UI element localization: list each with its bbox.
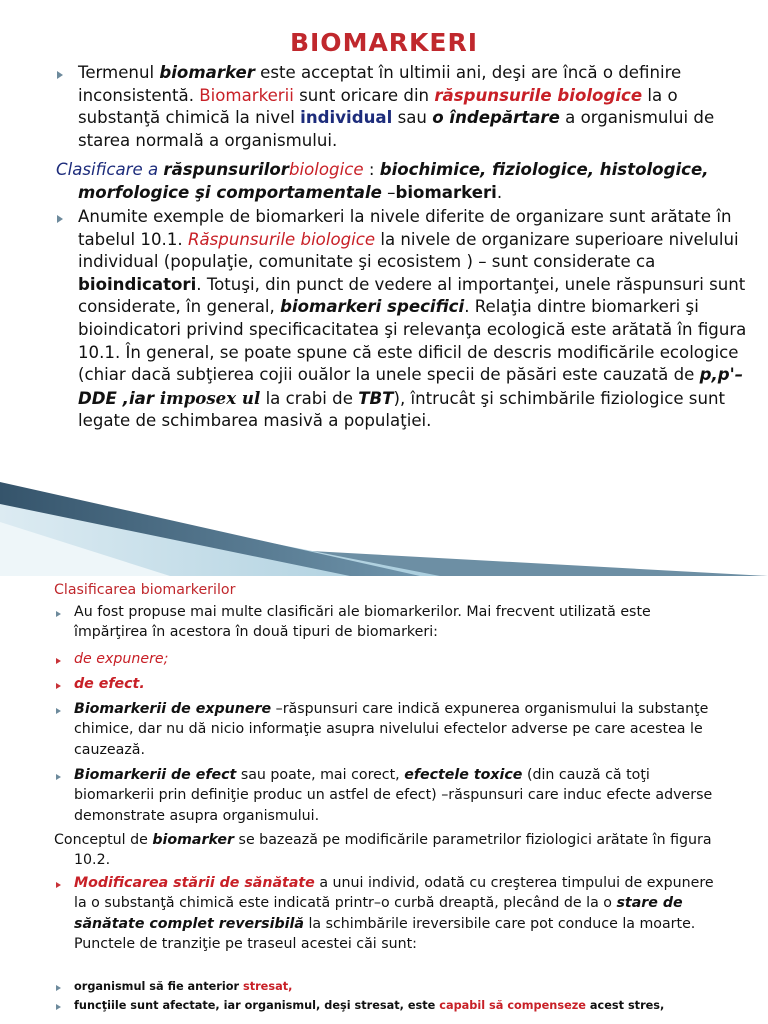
paragraph-definition: Termenul biomarker este acceptat în ultimii ani, deşi are încă o definire inconsistentă. Biomarkerii sunt oricare din răspunsurile biologice la o substanţă chimică la nivel individual sau o îndepărtare a organismului de starea normală a organismului. (78, 63, 715, 150)
bullet-arrow-icon (57, 215, 63, 223)
paragraph-examples: Anumite exemple de biomarkeri la nivele diferite de organizare sunt arătate în tabelul 10.1. Răspunsurile biologice la nivele de organizare superioare nivelului individual (populaţie, comunitate şi ecosistem ) – sunt considerate ca bioindicatori. Totuşi, din punct de vedere al importanţei, unele răspunsuri sunt considerate, în general, biomarkeri specifici. Relaţia dintre biomarkeri şi bioindicatori privind specificacitatea şi relevanţa ecologică este arătată în figura 10.1. În general, se poate spune că este dificil de descris modificările ecologice (chiar dacă subţierea cojii ouălor la unele specii de păsări este cauzată de p,p'–DDE ,iar imposex ul la crabi de TBT), întrucât şi schimbările fiziologice sunt legate de schimbarea masivă a populaţiei. (78, 207, 747, 431)
bullet-arrow-icon (56, 985, 61, 991)
paragraph-concept: Conceptul de biomarker se bazează pe modificările parametrilor fiziologici arătate în figura 10.2. (54, 832, 712, 869)
paragraph-health-state: Modificarea stării de sănătate a unui individ, odată cu creşterea timpului de expunere la o substanţă chimică este indicată printr–o curbă dreaptă, plecând de la o stare de sănătate complet reversibilă la schimbările ireversibile care pot conduce la moarte. Punctele de tranziţie pe traseul acestei căi sunt: (74, 875, 714, 953)
slide-decoration (0, 470, 768, 576)
list-item-exposure: de expunere; (74, 651, 169, 667)
slide-2 (0, 576, 768, 1024)
paragraph-exposure-biomarkers: Biomarkerii de expunere –răspunsuri care indică expunerea organismului la substanţe chimice, dar nu dă nicio informaţie asupra nivelului efectelor adverse pe care acestea le cauzează. (74, 701, 709, 758)
bullet-arrow-icon (56, 1004, 61, 1010)
paragraph-classification: Clasificare a răspunsurilorbiologice : biochimice, fiziologice, histologice, morfologice şi comportamentale –biomarkeri. (56, 160, 709, 202)
list-item-effect: de efect. (74, 676, 145, 692)
bullet-arrow-icon (56, 683, 61, 689)
section-heading: Clasificarea biomarkerilor (54, 582, 236, 598)
paragraph-effect-biomarkers: Biomarkerii de efect sau poate, mai corect, efectele toxice (din cauză că toţi biomarkerii prin definiţie produc un astfel de efect) –răspunsuri care induc efecte adverse demonstrate asupra organismului. (74, 767, 713, 824)
bullet-arrow-icon (57, 71, 63, 79)
bullet-arrow-icon (56, 611, 61, 617)
bullet-arrow-icon (56, 658, 61, 664)
bullet-arrow-icon (56, 708, 61, 714)
list-item-compensate: funcţiile sunt afectate, iar organismul, deşi stresat, este capabil să compenseze acest stres, (74, 999, 665, 1012)
slide-title: BIOMARKERI (289, 28, 479, 57)
paragraph-intro: Au fost propuse mai multe clasificări ale biomarkerilor. Mai frecvent utilizată este împărţirea în acestora în două tipuri de biomarkeri: (74, 604, 651, 641)
bullet-arrow-icon (56, 882, 61, 888)
list-item-stressed: organismul să fie anterior stresat, (74, 980, 293, 993)
bullet-arrow-icon (56, 774, 61, 780)
